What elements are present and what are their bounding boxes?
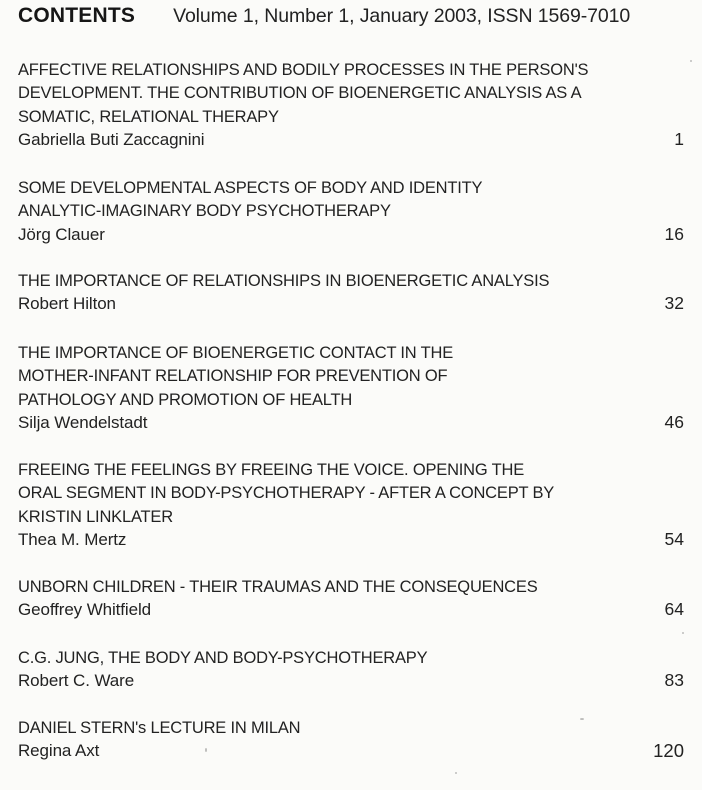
article-page-number: 54 bbox=[664, 528, 684, 549]
article-page-number: 46 bbox=[664, 411, 684, 432]
toc-entry bbox=[18, 269, 684, 316]
article-title: THE IMPORTANCE OF BIOENERGETIC CONTACT IN THE MOTHER-INFANT RELATIONSHIP FOR PREVENTION OF PATHOLOGY AND PROMOTION OF HEALTH bbox=[18, 343, 454, 409]
article-title: C.G. JUNG, THE BODY AND BODY-PSYCHOTHERAPY bbox=[18, 648, 428, 667]
article-page-number: 32 bbox=[664, 293, 684, 314]
article-title: THE IMPORTANCE OF RELATIONSHIPS IN BIOENERGETIC ANALYSIS bbox=[18, 271, 550, 290]
article-page-number: 120 bbox=[653, 740, 684, 762]
article-page-number: 1 bbox=[674, 128, 684, 149]
toc-entry bbox=[18, 575, 684, 622]
article-author: Robert Hilton bbox=[18, 294, 116, 314]
paper-speck bbox=[682, 632, 684, 634]
paper-speck bbox=[580, 718, 584, 720]
paper-speck bbox=[205, 748, 207, 752]
toc-entry bbox=[18, 646, 684, 693]
toc-entry bbox=[18, 58, 684, 151]
article-author: Thea M. Mertz bbox=[18, 529, 127, 549]
article-title: DANIEL STERN's LECTURE IN MILAN bbox=[18, 718, 301, 737]
contents-header bbox=[18, 4, 630, 36]
paper-speck bbox=[455, 772, 457, 774]
toc-entry bbox=[18, 341, 684, 434]
article-title: FREEING THE FEELINGS BY FREEING THE VOICE. OPENING THE ORAL SEGMENT IN BODY-PSYCHOTHERAPY - AFTER A CONCEPT BY KRISTIN LINKLATER bbox=[18, 460, 554, 526]
issue-info: Volume 1, Number 1, January 2003, ISSN 1569-7010 bbox=[173, 5, 631, 27]
article-author: Gabriella Buti Zaccagnini bbox=[18, 129, 205, 149]
article-author: Robert C. Ware bbox=[18, 671, 135, 691]
toc-entry bbox=[18, 716, 684, 763]
article-author: Regina Axt bbox=[18, 741, 100, 761]
contents-heading: CONTENTS bbox=[18, 4, 136, 27]
article-page-number: 16 bbox=[664, 223, 684, 244]
article-author: Geoffrey Whitfield bbox=[18, 600, 151, 620]
article-page-number: 83 bbox=[664, 670, 684, 691]
article-page-number: 64 bbox=[664, 599, 684, 620]
article-author: Silja Wendelstadt bbox=[18, 412, 148, 432]
article-title: AFFECTIVE RELATIONSHIPS AND BODILY PROCESSES IN THE PERSON'S DEVELOPMENT. THE CONTRIBUTION OF BIOENERGETIC ANALYSIS AS A SOMATIC, RELATIONAL THERAPY bbox=[18, 60, 589, 126]
toc-entry bbox=[18, 458, 684, 551]
paper-speck bbox=[690, 60, 692, 62]
toc-entry bbox=[18, 176, 684, 246]
article-title: SOME DEVELOPMENTAL ASPECTS OF BODY AND IDENTITY ANALYTIC-IMAGINARY BODY PSYCHOTHERAPY bbox=[18, 178, 483, 221]
article-author: Jörg Clauer bbox=[18, 224, 105, 244]
article-title: UNBORN CHILDREN - THEIR TRAUMAS AND THE CONSEQUENCES bbox=[18, 577, 538, 596]
